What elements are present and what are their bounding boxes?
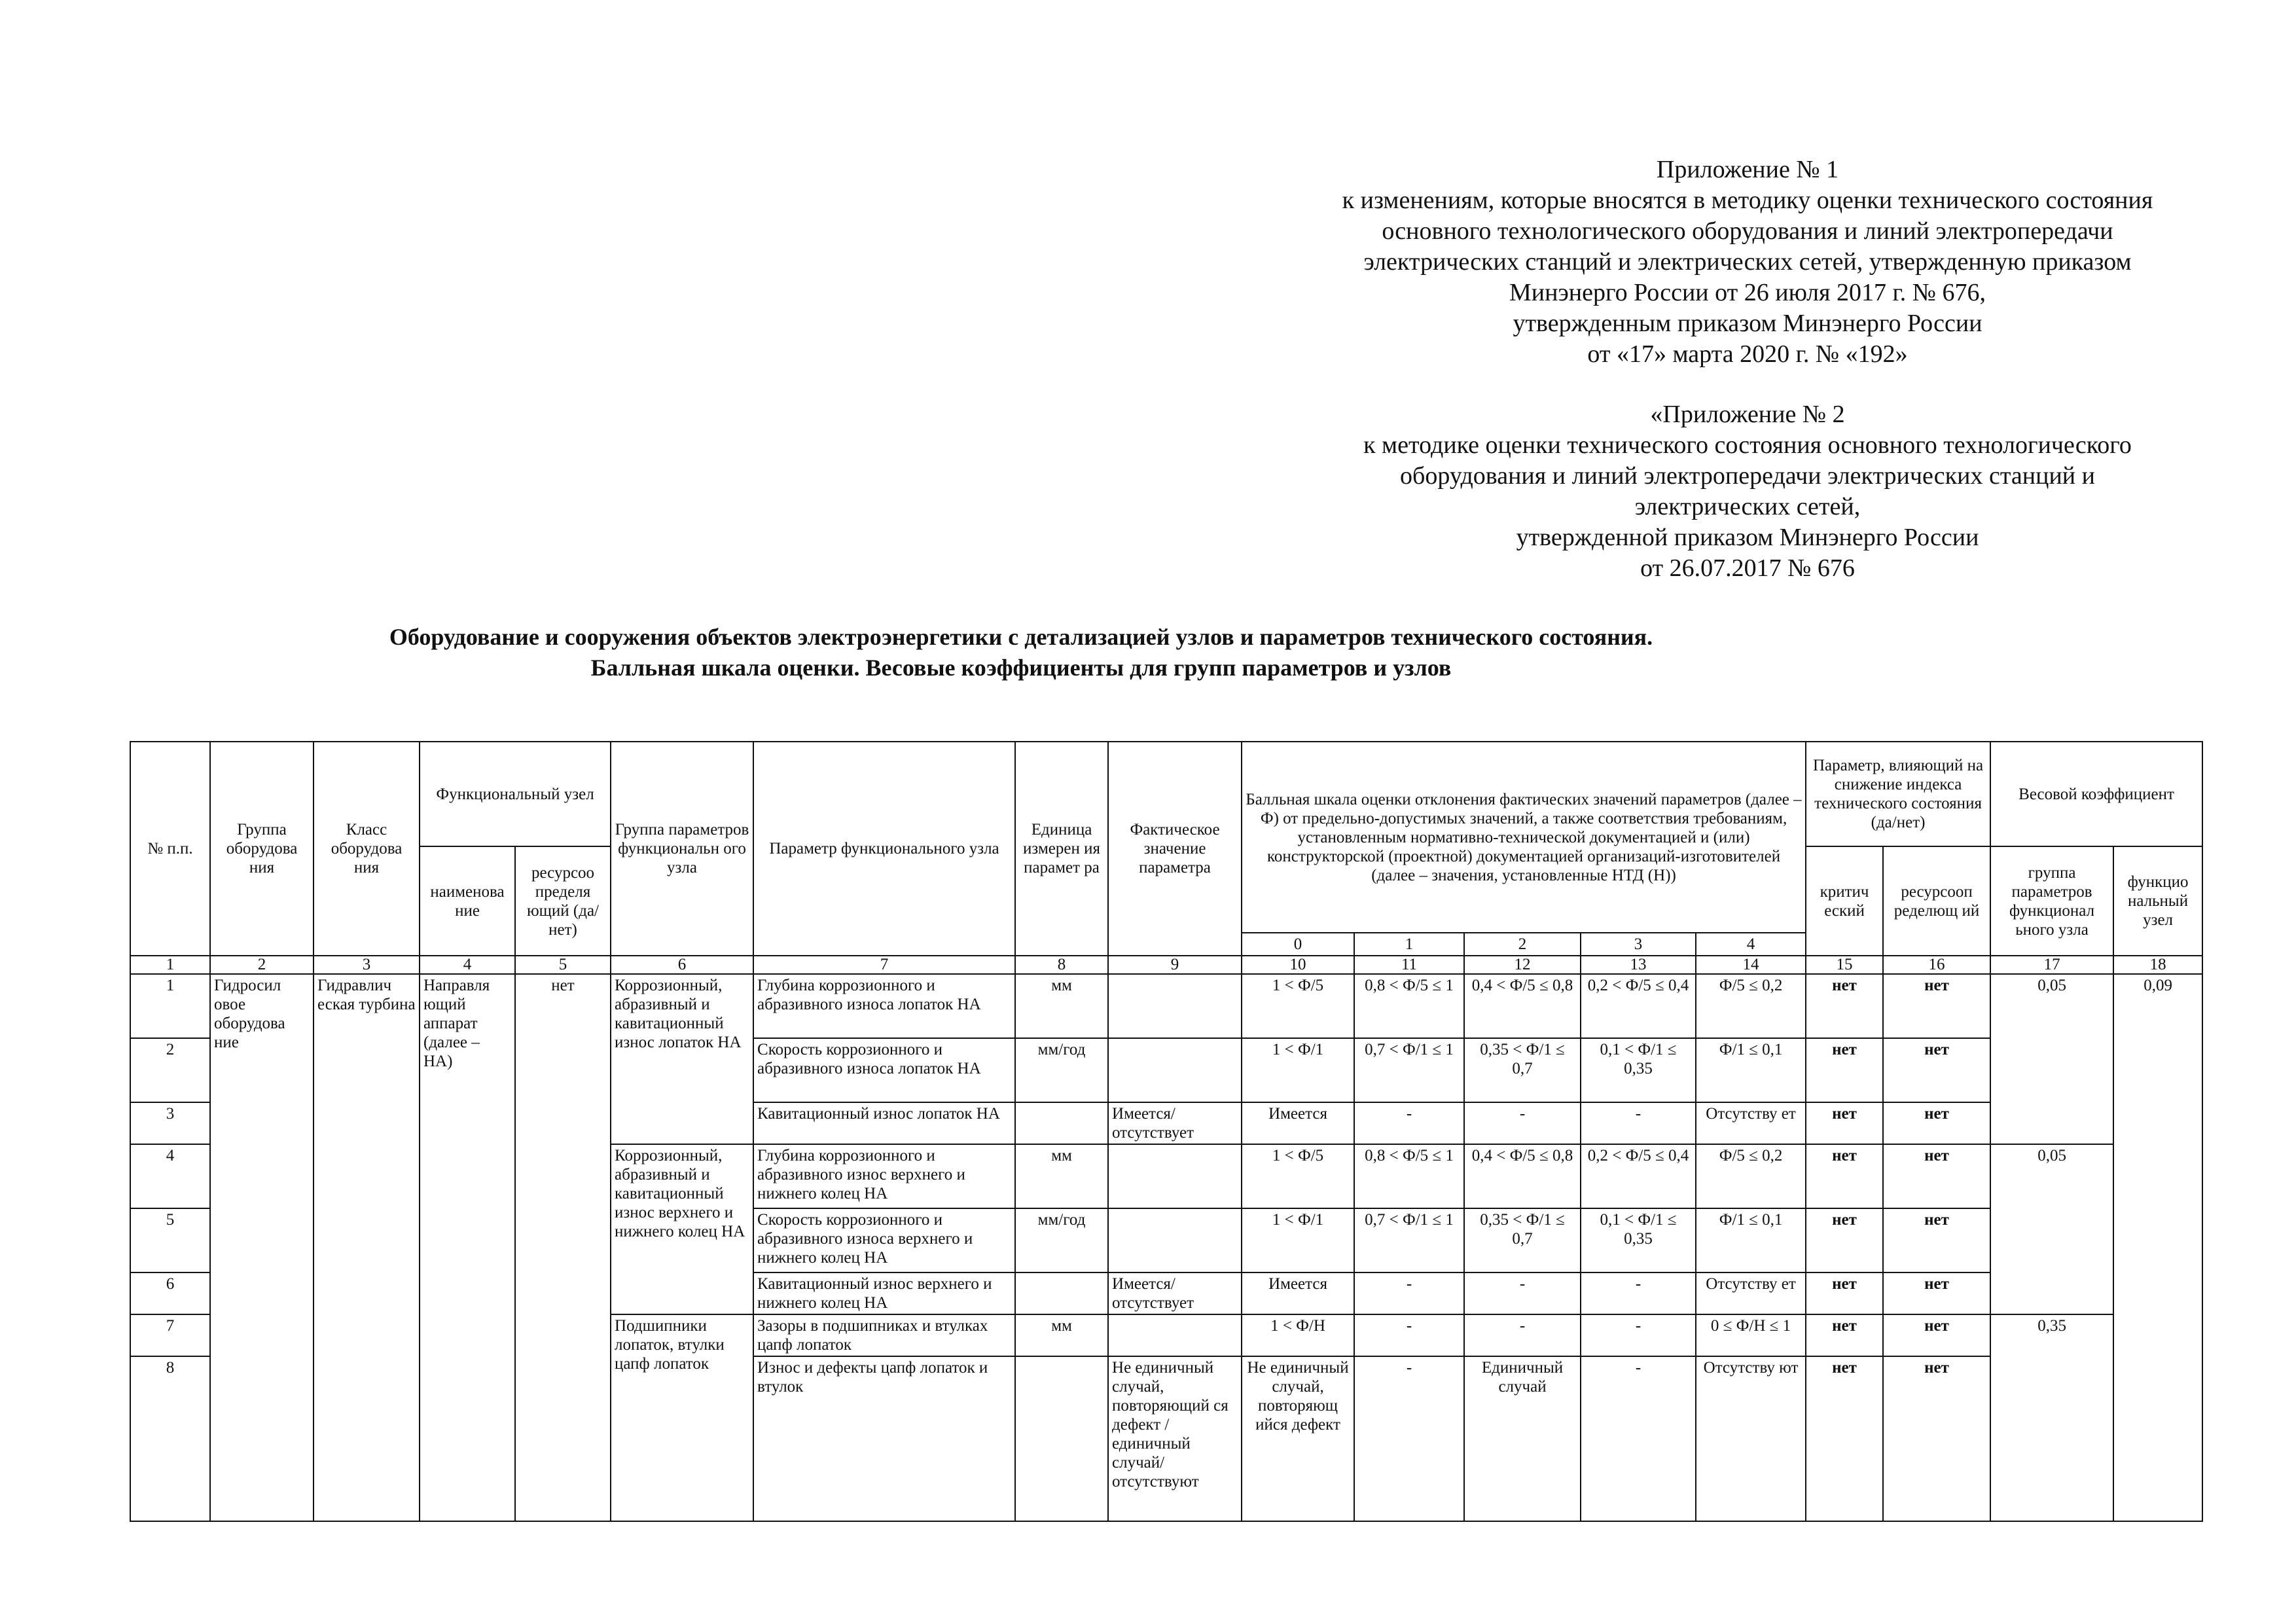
equipment-table <box>130 741 2203 1522</box>
score-1-cell: - <box>1354 1356 1464 1521</box>
annex-1-line: от «17» марта 2020 г. № «192» <box>1587 340 1908 368</box>
header-score-3: 3 <box>1581 933 1696 956</box>
row-number: 6 <box>130 1272 210 1314</box>
score-3-cell: 0,2 < Ф/5 ≤ 0,4 <box>1581 974 1696 1038</box>
column-number: 16 <box>1883 956 1990 974</box>
score-3-cell: - <box>1581 1272 1696 1314</box>
header-param: Параметр функционального узла <box>753 742 1015 956</box>
actual-cell <box>1108 1314 1242 1356</box>
column-number: 5 <box>515 956 611 974</box>
critical-cell: нет <box>1806 1038 1883 1102</box>
column-number: 14 <box>1696 956 1806 974</box>
score-0-cell: Не единичный случай, повторяющ ийся дефект <box>1242 1356 1354 1521</box>
resource-def-cell: нет <box>1883 974 1990 1038</box>
column-number: 8 <box>1015 956 1108 974</box>
param-group-cell: Коррозионный, абразивный и кавитационный износ лопаток НА <box>611 974 753 1144</box>
score-1-cell: - <box>1354 1102 1464 1144</box>
score-0-cell: Имеется <box>1242 1272 1354 1314</box>
param-cell: Зазоры в подшипниках и втулках цапф лопаток <box>753 1314 1015 1356</box>
score-0-cell: 1 < Ф/5 <box>1242 1144 1354 1208</box>
annex-1-line: к изменениям, которые вносятся в методику оценки технического состояния <box>1342 187 2153 214</box>
score-4-cell: 0 ≤ Ф/Н ≤ 1 <box>1696 1314 1806 1356</box>
score-4-cell: Отсутству ют <box>1696 1356 1806 1521</box>
column-number: 18 <box>2113 956 2202 974</box>
annex-2-line: оборудования и линий электропередачи электрических станций и <box>1400 462 2095 490</box>
row-number: 8 <box>130 1356 210 1521</box>
param-group-cell: Коррозионный, абразивный и кавитационный износ верхнего и нижнего колец НА <box>611 1144 753 1314</box>
column-number: 9 <box>1108 956 1242 974</box>
critical-cell: нет <box>1806 1208 1883 1272</box>
resource-def-cell: нет <box>1883 1208 1990 1272</box>
func-node-resource-cell: нет <box>515 974 611 1521</box>
column-number: 10 <box>1242 956 1354 974</box>
document-title-line-2: Балльная шкала оценки. Весовые коэффициенты для групп параметров и узлов <box>590 655 1452 681</box>
score-2-cell: Единичный случай <box>1464 1356 1581 1521</box>
annex-1-line: электрических станций и электрических сетей, утвержденную приказом <box>1363 248 2132 276</box>
header-score-2: 2 <box>1464 933 1581 956</box>
row-number: 4 <box>130 1144 210 1208</box>
header-score-1: 1 <box>1354 933 1464 956</box>
resource-def-cell: нет <box>1883 1102 1990 1144</box>
param-cell: Износ и дефекты цапф лопаток и втулок <box>753 1356 1015 1521</box>
column-number: 3 <box>314 956 420 974</box>
header-num: № п.п. <box>130 742 210 956</box>
actual-cell <box>1108 974 1242 1038</box>
score-0-cell: 1 < Ф/Н <box>1242 1314 1354 1356</box>
actual-cell <box>1108 1038 1242 1102</box>
header-weight-node: функцио нальный узел <box>2113 846 2202 956</box>
annex-2-line: электрических сетей, <box>1634 493 1861 520</box>
header-unit: Единица измерен ия парамет ра <box>1015 742 1108 956</box>
header-scale: Балльная шкала оценки отклонения фактических значений параметров (далее – Ф) от предельно-допустимых значений, а также соответствия требованиям, установленным нормативно-технической документацией и (или) конструкторской (проектной) документацией организаций-изготовителей (далее – значения, установленные НТД (Н)) <box>1242 742 1806 933</box>
header-resource-def: ресурсооп ределющ ий <box>1883 846 1990 956</box>
score-4-cell: Отсутству ет <box>1696 1102 1806 1144</box>
score-2-cell: - <box>1464 1314 1581 1356</box>
actual-cell <box>1108 1144 1242 1208</box>
row-number: 7 <box>130 1314 210 1356</box>
param-cell: Скорость коррозионного и абразивного износа лопаток НА <box>753 1038 1015 1102</box>
header-weight-group: группа параметров функционал ьного узла <box>1990 846 2113 956</box>
document-title <box>196 622 1846 683</box>
param-cell: Глубина коррозионного и абразивного износа лопаток НА <box>753 974 1015 1038</box>
annex-2-header <box>1276 399 2219 584</box>
score-4-cell: Отсутству ет <box>1696 1272 1806 1314</box>
score-4-cell: Ф/1 ≤ 0,1 <box>1696 1038 1806 1102</box>
score-0-cell: Имеется <box>1242 1102 1354 1144</box>
score-3-cell: 0,1 < Ф/1 ≤ 0,35 <box>1581 1208 1696 1272</box>
group-weight-cell: 0,05 <box>1990 974 2113 1144</box>
row-number: 1 <box>130 974 210 1038</box>
row-number: 5 <box>130 1208 210 1272</box>
annex-2-line: от 26.07.2017 № 676 <box>1640 554 1855 582</box>
score-2-cell: 0,4 < Ф/5 ≤ 0,8 <box>1464 974 1581 1038</box>
actual-cell <box>1108 1208 1242 1272</box>
unit-cell: мм/год <box>1015 1038 1108 1102</box>
unit-cell: мм <box>1015 1144 1108 1208</box>
resource-def-cell: нет <box>1883 1314 1990 1356</box>
critical-cell: нет <box>1806 1356 1883 1521</box>
unit-cell <box>1015 1272 1108 1314</box>
resource-def-cell: нет <box>1883 1038 1990 1102</box>
row-number: 3 <box>130 1102 210 1144</box>
score-1-cell: 0,7 < Ф/1 ≤ 1 <box>1354 1038 1464 1102</box>
header-func-node: Функциональный узел <box>420 742 611 846</box>
header-actual: Фактическое значение параметра <box>1108 742 1242 956</box>
score-0-cell: 1 < Ф/5 <box>1242 974 1354 1038</box>
critical-cell: нет <box>1806 1272 1883 1314</box>
column-number: 4 <box>420 956 515 974</box>
annex-1-line: утвержденным приказом Минэнерго России <box>1513 310 1982 337</box>
document-title-line-1: Оборудование и сооружения объектов электроэнергетики с детализацией узлов и параметров технического состояния. <box>389 624 1653 650</box>
unit-cell <box>1015 1102 1108 1144</box>
actual-cell: Имеется/ отсутствует <box>1108 1272 1242 1314</box>
score-0-cell: 1 < Ф/1 <box>1242 1038 1354 1102</box>
score-3-cell: - <box>1581 1314 1696 1356</box>
score-3-cell: - <box>1581 1356 1696 1521</box>
func-node-name-cell: Направля ющий аппарат (далее – НА) <box>420 974 515 1521</box>
column-number: 13 <box>1581 956 1696 974</box>
column-number: 2 <box>210 956 314 974</box>
column-number: 17 <box>1990 956 2113 974</box>
annex-2-line: «Приложение № 2 <box>1650 401 1845 428</box>
actual-cell: Не единичный случай, повторяющий ся дефект / единичный случай/ отсутствуют <box>1108 1356 1242 1521</box>
annex-2-line: к методике оценки технического состояния основного технологического <box>1363 431 2132 459</box>
node-weight-cell: 0,09 <box>2113 974 2202 1521</box>
header-func-node-name: наименова ние <box>420 846 515 956</box>
column-number: 15 <box>1806 956 1883 974</box>
column-number: 7 <box>753 956 1015 974</box>
score-4-cell: Ф/5 ≤ 0,2 <box>1696 974 1806 1038</box>
header-index-param: Параметр, влияющий на снижение индекса технического состояния (да/нет) <box>1806 742 1990 846</box>
group-weight-cell: 0,35 <box>1990 1314 2113 1521</box>
header-score-4: 4 <box>1696 933 1806 956</box>
score-2-cell: 0,35 < Ф/1 ≤ 0,7 <box>1464 1038 1581 1102</box>
param-cell: Скорость коррозионного и абразивного износа верхнего и нижнего колец НА <box>753 1208 1015 1272</box>
annex-1-line: Приложение № 1 <box>1656 156 1839 183</box>
score-2-cell: 0,35 < Ф/1 ≤ 0,7 <box>1464 1208 1581 1272</box>
annex-1-line: Минэнерго России от 26 июля 2017 г. № 676, <box>1509 279 1986 306</box>
score-2-cell: 0,4 < Ф/5 ≤ 0,8 <box>1464 1144 1581 1208</box>
score-4-cell: Ф/1 ≤ 0,1 <box>1696 1208 1806 1272</box>
score-1-cell: 0,8 < Ф/5 ≤ 1 <box>1354 974 1464 1038</box>
annex-1-header <box>1276 154 2219 370</box>
score-0-cell: 1 < Ф/1 <box>1242 1208 1354 1272</box>
column-number: 11 <box>1354 956 1464 974</box>
param-group-cell: Подшипники лопаток, втулки цапф лопаток <box>611 1314 753 1521</box>
score-3-cell: 0,1 < Ф/1 ≤ 0,35 <box>1581 1038 1696 1102</box>
unit-cell <box>1015 1356 1108 1521</box>
unit-cell: мм/год <box>1015 1208 1108 1272</box>
critical-cell: нет <box>1806 974 1883 1038</box>
critical-cell: нет <box>1806 1102 1883 1144</box>
column-number: 12 <box>1464 956 1581 974</box>
score-2-cell: - <box>1464 1272 1581 1314</box>
critical-cell: нет <box>1806 1314 1883 1356</box>
header-score-0: 0 <box>1242 933 1354 956</box>
header-class: Класс оборудова ния <box>314 742 420 956</box>
equipment-group-cell: Гидросил овое оборудова ние <box>210 974 314 1521</box>
header-func-node-resource: ресурсоо пределя ющий (да/нет) <box>515 846 611 956</box>
column-number: 6 <box>611 956 753 974</box>
param-cell: Кавитационный износ верхнего и нижнего колец НА <box>753 1272 1015 1314</box>
resource-def-cell: нет <box>1883 1144 1990 1208</box>
header-weight: Весовой коэффициент <box>1990 742 2202 846</box>
header-param-group: Группа параметров функциональн ого узла <box>611 742 753 956</box>
annex-2-line: утвержденной приказом Минэнерго России <box>1516 524 1979 551</box>
actual-cell: Имеется/ отсутствует <box>1108 1102 1242 1144</box>
score-2-cell: - <box>1464 1102 1581 1144</box>
score-1-cell: 0,8 < Ф/5 ≤ 1 <box>1354 1144 1464 1208</box>
score-1-cell: - <box>1354 1314 1464 1356</box>
resource-def-cell: нет <box>1883 1356 1990 1521</box>
score-4-cell: Ф/5 ≤ 0,2 <box>1696 1144 1806 1208</box>
row-number: 2 <box>130 1038 210 1102</box>
resource-def-cell: нет <box>1883 1272 1990 1314</box>
column-number: 1 <box>130 956 210 974</box>
score-1-cell: - <box>1354 1272 1464 1314</box>
param-cell: Кавитационный износ лопаток НА <box>753 1102 1015 1144</box>
param-cell: Глубина коррозионного и абразивного износ верхнего и нижнего колец НА <box>753 1144 1015 1208</box>
unit-cell: мм <box>1015 1314 1108 1356</box>
header-group: Группа оборудова ния <box>210 742 314 956</box>
critical-cell: нет <box>1806 1144 1883 1208</box>
header-critical: критич еский <box>1806 846 1883 956</box>
equipment-class-cell: Гидравлич еская турбина <box>314 974 420 1521</box>
score-1-cell: 0,7 < Ф/1 ≤ 1 <box>1354 1208 1464 1272</box>
group-weight-cell: 0,05 <box>1990 1144 2113 1314</box>
annex-1-line: основного технологического оборудования и линий электропередачи <box>1382 217 2113 245</box>
unit-cell: мм <box>1015 974 1108 1038</box>
score-3-cell: 0,2 < Ф/5 ≤ 0,4 <box>1581 1144 1696 1208</box>
score-3-cell: - <box>1581 1102 1696 1144</box>
